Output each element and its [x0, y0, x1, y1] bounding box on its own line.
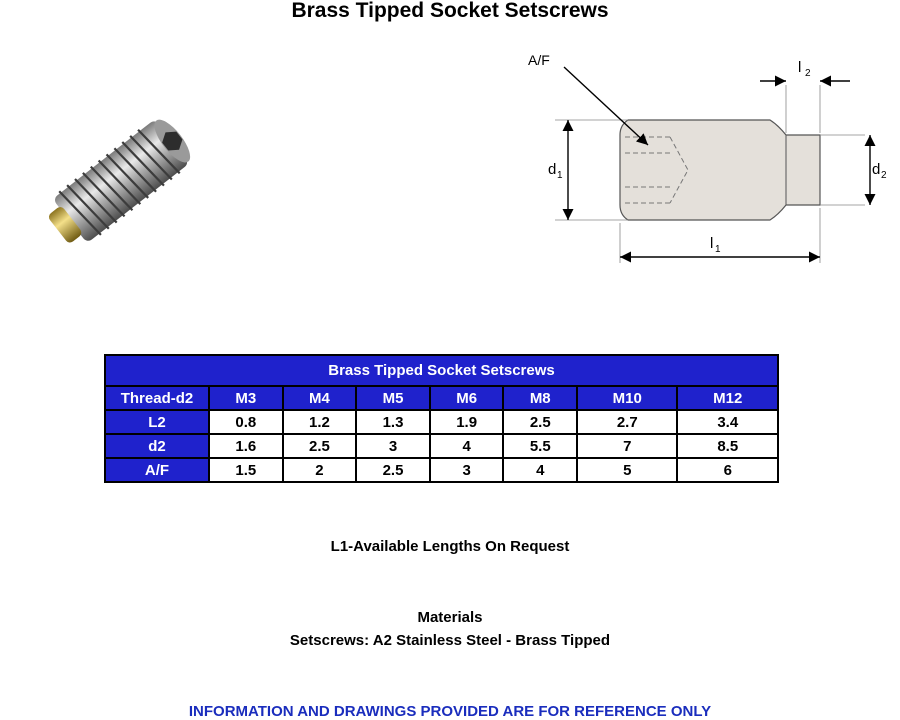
page-title: Brass Tipped Socket Setscrews: [291, 0, 609, 22]
row-label: L2: [105, 410, 209, 434]
l2-label: l: [798, 59, 802, 76]
table-cell: 4: [430, 434, 504, 458]
table-row: [105, 458, 778, 482]
thread-header: Thread-d2: [105, 386, 209, 410]
af-label: A/F: [528, 52, 550, 68]
table-cell: 3: [430, 458, 504, 482]
column-header: M8: [503, 386, 577, 410]
table-cell: 1.9: [430, 410, 504, 434]
table-cell: 1.2: [283, 410, 357, 434]
svg-text:2: 2: [805, 68, 811, 79]
column-header: M6: [430, 386, 504, 410]
column-header: M4: [283, 386, 357, 410]
table-row: [105, 410, 778, 434]
table-cell: 2.5: [283, 434, 357, 458]
d1-label: d: [548, 161, 557, 178]
column-header: M10: [577, 386, 677, 410]
table-cell: 1.5: [209, 458, 283, 482]
table-caption: Brass Tipped Socket Setscrews: [105, 355, 778, 386]
table-cell: 7: [577, 434, 677, 458]
table-cell: 8.5: [677, 434, 778, 458]
column-header: M3: [209, 386, 283, 410]
svg-text:1: 1: [557, 170, 563, 181]
table-cell: 2.5: [503, 410, 577, 434]
table-cell: 6: [677, 458, 778, 482]
table-cell: 4: [503, 458, 577, 482]
l1-label: l: [710, 235, 714, 252]
row-label: A/F: [105, 458, 209, 482]
materials-text: Setscrews: A2 Stainless Steel - Brass Tipped: [289, 632, 611, 649]
table-cell: 5.5: [503, 434, 577, 458]
lengths-note: L1-Available Lengths On Request: [330, 538, 570, 555]
table-row: [105, 434, 778, 458]
d2-label: d: [872, 161, 881, 178]
svg-text:2: 2: [881, 170, 887, 181]
table-cell: 1.6: [209, 434, 283, 458]
svg-text:1: 1: [715, 244, 721, 255]
table-header-row: [105, 386, 778, 410]
table-cell: 2: [283, 458, 357, 482]
table-cell: 0.8: [209, 410, 283, 434]
specs-table: [104, 354, 779, 483]
disclaimer: INFORMATION AND DRAWINGS PROVIDED ARE FOR REFERENCE ONLY: [188, 703, 712, 720]
table-cell: 3: [356, 434, 430, 458]
table-cell: 1.3: [356, 410, 430, 434]
column-header: M12: [677, 386, 778, 410]
table-cell: 5: [577, 458, 677, 482]
dimension-drawing: [520, 45, 900, 275]
materials-heading: Materials: [417, 609, 483, 626]
table-cell: 3.4: [677, 410, 778, 434]
column-header: M5: [356, 386, 430, 410]
table-cell: 2.7: [577, 410, 677, 434]
row-label: d2: [105, 434, 209, 458]
setscrew-photo: [30, 90, 210, 265]
table-cell: 2.5: [356, 458, 430, 482]
